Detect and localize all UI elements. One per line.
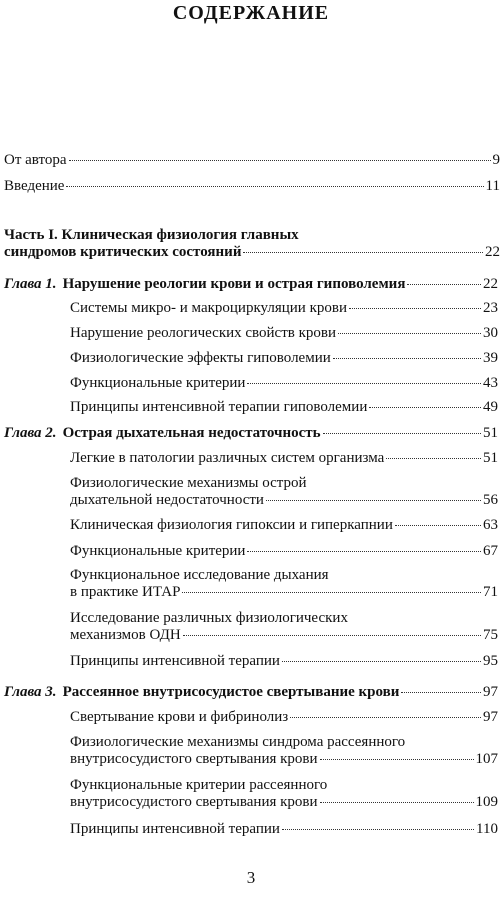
toc-entry-text: Физиологические эффекты гиповолемии <box>70 350 331 366</box>
chapter-title: Рассеянное внутрисосудистое свертывание крови <box>62 684 400 700</box>
chapter-label: Глава 3. <box>4 684 57 700</box>
dot-leader <box>266 500 481 501</box>
toc-entry-text: Принципы интенсивной терапии гиповолемии <box>70 399 368 415</box>
toc-entry-text: Легкие в патологии различных систем организма <box>70 450 385 466</box>
toc-entry[interactable] <box>70 350 498 367</box>
toc-entry-intro[interactable] <box>4 178 500 195</box>
toc-entry[interactable] <box>70 300 498 317</box>
toc-entry-text-line1: Функциональное исследование дыхания <box>70 567 329 583</box>
dot-leader <box>333 358 481 359</box>
dot-leader <box>349 308 481 309</box>
dot-leader <box>290 717 481 718</box>
toc-page-number: 39 <box>483 350 498 366</box>
toc-entry-text: Нарушение реологических свойств крови <box>70 325 336 341</box>
toc-page-number: 30 <box>483 325 498 341</box>
toc-page-number: 22 <box>483 276 498 292</box>
toc-entry[interactable] <box>70 375 498 392</box>
toc-entry-text: Функциональные критерии <box>70 375 246 391</box>
dot-leader <box>395 525 481 526</box>
dot-leader <box>69 160 491 161</box>
dot-leader <box>323 433 481 434</box>
dot-leader <box>386 458 481 459</box>
dot-leader <box>320 759 474 760</box>
dot-leader <box>407 284 481 285</box>
dot-leader <box>320 802 474 803</box>
toc-page-number: 97 <box>483 709 498 725</box>
toc-entry-text-line2: в практике ИТАР <box>70 584 181 600</box>
toc-entry-text: Принципы интенсивной терапии <box>70 821 280 837</box>
toc-page-number: 71 <box>483 584 498 600</box>
dot-leader <box>338 333 481 334</box>
toc-entry-text-line1: Исследование различных физиологических <box>70 610 348 626</box>
dot-leader <box>182 592 481 593</box>
toc-entry[interactable] <box>70 450 498 467</box>
toc-entry-text-line2: механизмов ОДН <box>70 627 181 643</box>
toc-entry[interactable] <box>70 653 498 670</box>
toc-entry[interactable] <box>70 517 498 534</box>
toc-entry-text: Функциональные критерии <box>70 543 246 559</box>
toc-page-number: 109 <box>475 794 498 810</box>
dot-leader <box>282 829 474 830</box>
toc-page-number: 22 <box>485 244 500 260</box>
toc-entry[interactable] <box>70 567 498 601</box>
toc-page-number: 51 <box>483 425 498 441</box>
toc-page-number: 9 <box>492 152 500 168</box>
toc-page-number: 97 <box>483 684 498 700</box>
toc-entry[interactable] <box>70 709 498 726</box>
toc-chapter-3[interactable] <box>4 684 498 701</box>
toc-entry-text: Клиническая физиология гипоксии и гиперкапнии <box>70 517 393 533</box>
toc-entry-text-line1: Физиологические механизмы синдрома рассеянного <box>70 734 406 750</box>
toc-entry-part-1[interactable] <box>4 227 500 261</box>
toc-entry[interactable] <box>70 543 498 560</box>
toc-entry-text-line2: внутрисосудистого свертывания крови <box>70 794 318 810</box>
toc-page-number: 56 <box>483 492 498 508</box>
toc-entry-text-line2: синдромов критических состояний <box>4 244 242 260</box>
toc-chapter-2[interactable] <box>4 425 498 442</box>
chapter-title: Острая дыхательная недостаточность <box>62 425 321 441</box>
page-title: СОДЕРЖАНИЕ <box>172 2 330 24</box>
dot-leader <box>247 551 481 552</box>
toc-page-number: 107 <box>475 751 498 767</box>
dot-leader <box>247 383 481 384</box>
dot-leader <box>66 186 483 187</box>
toc-page-number: 110 <box>476 821 498 837</box>
toc-entry-text-line2: внутрисосудистого свертывания крови <box>70 751 318 767</box>
dot-leader <box>369 407 481 408</box>
toc-entry-text: Свертывание крови и фибринолиз <box>70 709 289 725</box>
toc-page-number: 67 <box>483 543 498 559</box>
page-number: 3 <box>246 868 256 887</box>
toc-entry[interactable] <box>70 325 498 342</box>
toc-entry-text: Введение <box>4 178 65 194</box>
toc-entry-text-line2: дыхательной недостаточности <box>70 492 264 508</box>
toc-entry[interactable] <box>70 610 498 644</box>
toc-entry[interactable] <box>70 475 498 509</box>
toc-page-number: 75 <box>483 627 498 643</box>
toc-page-number: 63 <box>483 517 498 533</box>
toc-page-number: 51 <box>483 450 498 466</box>
dot-leader <box>282 661 481 662</box>
chapter-label: Глава 1. <box>4 276 57 292</box>
toc-entry[interactable] <box>70 821 498 838</box>
toc-page-number: 43 <box>483 375 498 391</box>
toc-entry-text-line1: Физиологические механизмы острой <box>70 475 307 491</box>
toc-entry[interactable] <box>70 399 498 416</box>
toc-page-number: 23 <box>483 300 498 316</box>
toc-entry[interactable] <box>70 734 498 768</box>
toc-entry-text: Системы микро- и макроциркуляции крови <box>70 300 347 316</box>
toc-page-number: 11 <box>485 178 500 194</box>
chapter-label: Глава 2. <box>4 425 57 441</box>
toc-entry[interactable] <box>70 777 498 811</box>
toc-entry-text: От автора <box>4 152 67 168</box>
toc-entry-text-line1: Часть I. Клиническая физиология главных <box>4 227 299 243</box>
toc-entry-text: Принципы интенсивной терапии <box>70 653 280 669</box>
dot-leader <box>183 635 481 636</box>
toc-entry-author-note[interactable] <box>4 152 500 169</box>
dot-leader <box>243 252 483 253</box>
toc-chapter-1[interactable] <box>4 276 498 293</box>
dot-leader <box>401 692 481 693</box>
toc-entry-text-line1: Функциональные критерии рассеянного <box>70 777 328 793</box>
toc-page-number: 49 <box>483 399 498 415</box>
toc-page-number: 95 <box>483 653 498 669</box>
chapter-title: Нарушение реологии крови и острая гиповолемия <box>62 276 406 292</box>
